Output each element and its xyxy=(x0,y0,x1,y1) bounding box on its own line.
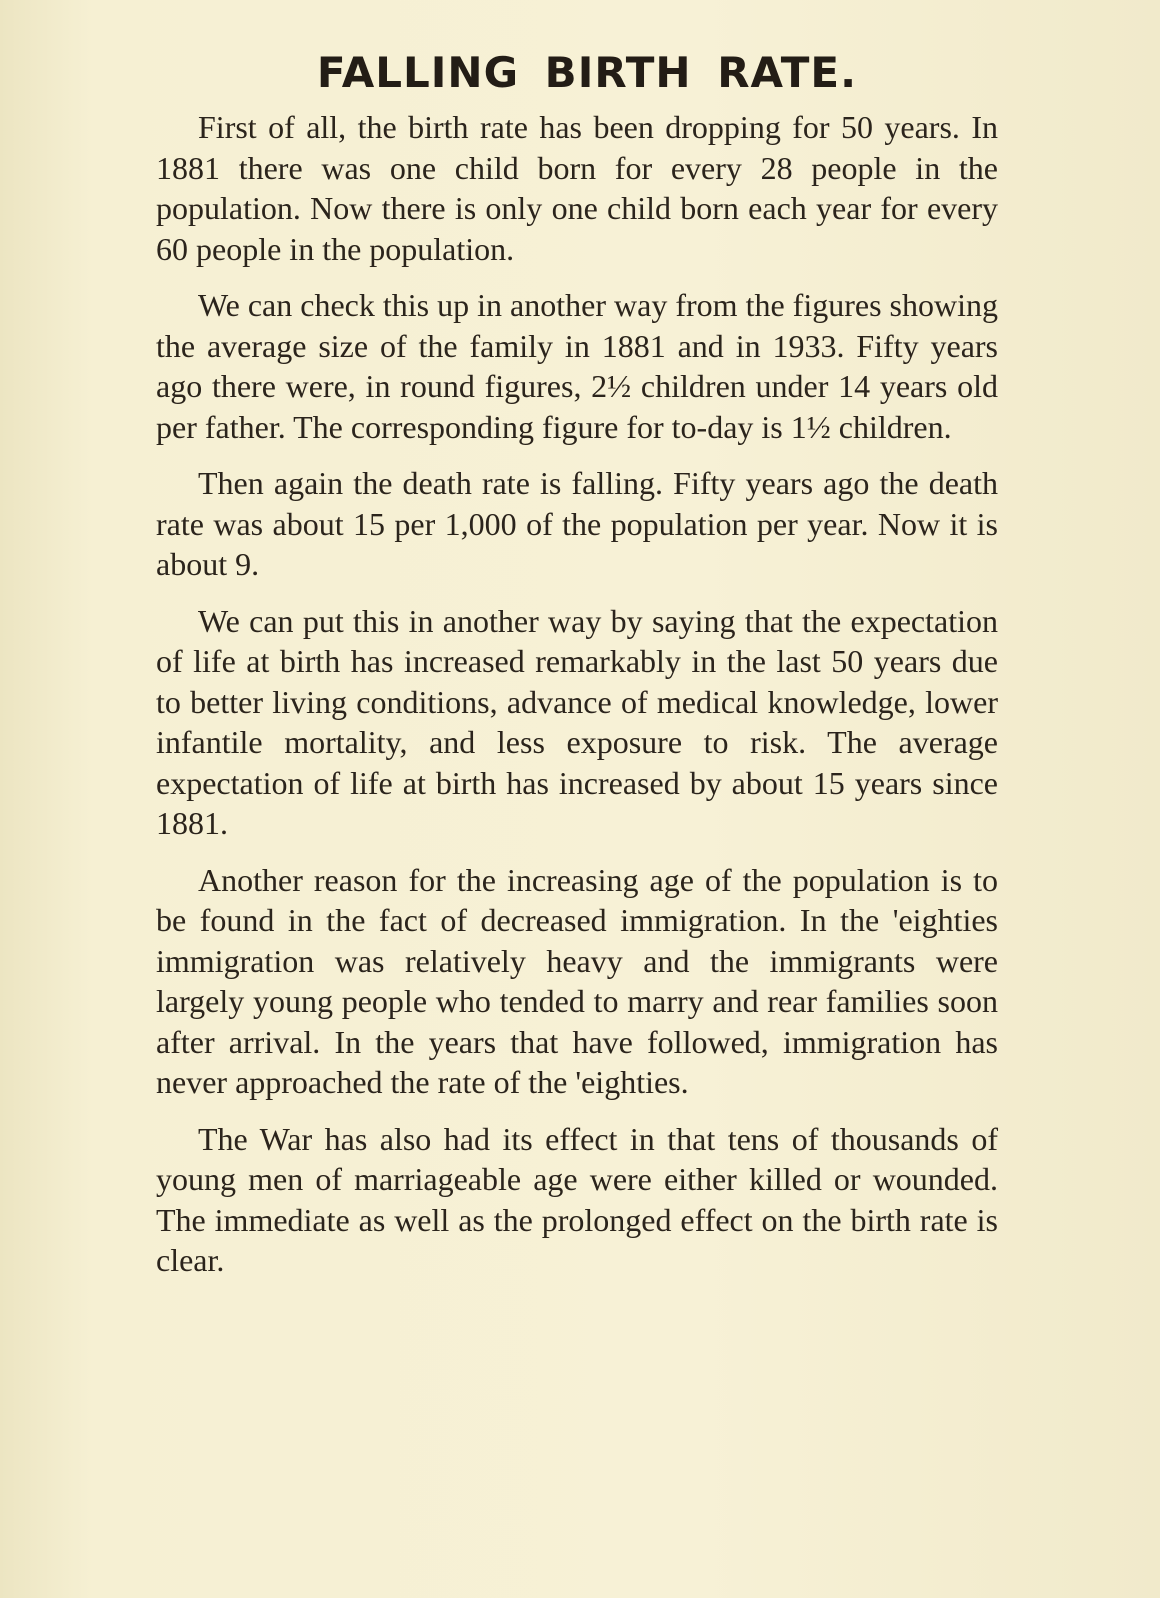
paragraph-life-expectancy: We can put this in another way by saying that the expectation of life at birth has increased remarkably in the last 50 years due to better living conditions, advance of medical knowledge, lower infantile mortality, and less exposure to risk. The average expectation of life at birth has increased by about 15 years since 1881. xyxy=(156,602,998,841)
paragraph-birth-rate: First of all, the birth rate has been dropping for 50 years. In 1881 there was one child born for every 28 people in the population. Now there is only one child born each year for every 60 people in the population. xyxy=(156,109,998,267)
section-heading: FALLING BIRTH RATE. xyxy=(316,48,858,97)
paragraph-war-effect: The War has also had its effect in that tens of thousands of young men of marriageable age were either killed or wounded. The immediate as well as the prolonged effect on the birth rate is clear. xyxy=(156,1120,998,1278)
paragraph-family-size: We can check this up in another way from the figures showing the average size of the family in 1881 and in 1933. Fifty years ago there were, in round figures, 2½ children under 14 years old per father. The corresponding figure for to-day is 1½ children. xyxy=(156,287,998,445)
paragraph-death-rate: Then again the death rate is falling. Fifty years ago the death rate was about 15 per 1,000 of the population per year. Now it is about 9. xyxy=(156,465,998,582)
document-page xyxy=(156,48,998,1297)
paragraph-immigration: Another reason for the increasing age of the population is to be found in the fact of decreased immigration. In the 'eighties immigration was relatively heavy and the immigrants were largely young people who tended to marry and rear families soon after arrival. In the years that have followed, immigration has never approached the rate of the 'eighties. xyxy=(156,861,998,1100)
